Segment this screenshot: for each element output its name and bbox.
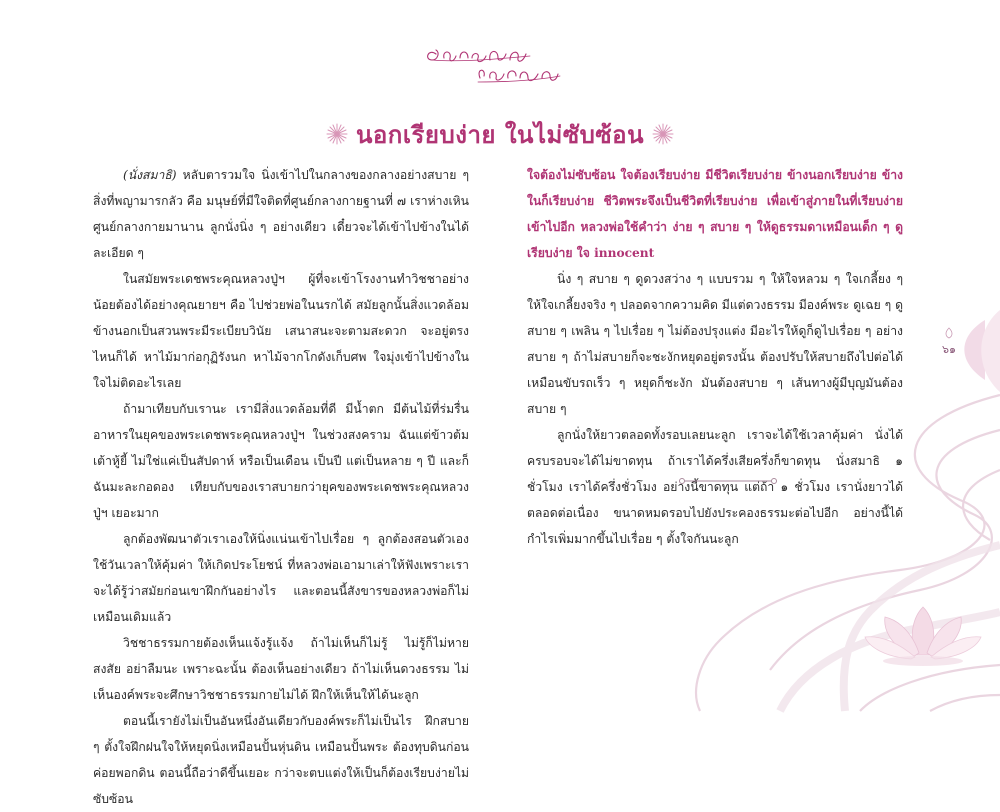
- paragraph: ลูกต้องพัฒนาตัวเราเองให้นิ่งแน่นเข้าไปเรื่อย ๆ ลูกต้องสอนตัวเองใช้วันเวลาให้คุ้มค่า ให้เกิดประโยชน์ ที่หลวงพ่อเอามาเล่าให้ฟังเพราะเราจะได้รู้ว่าสมัยก่อนเขาฝึกกันอย่างไร และตอนนี้สังขารของหลวงพ่อก็ไม่เหมือนเดิมแล้ว: [93, 532, 469, 624]
- page-number-ornament: [939, 327, 959, 339]
- page-number: ๖๑: [942, 343, 956, 356]
- starburst-icon: [326, 123, 348, 145]
- paragraph: [93, 162, 469, 266]
- starburst-icon: [652, 123, 674, 145]
- paragraph: ถ้ามาเทียบกับเรานะ เรามีสิ่งแวดล้อมที่ดี มีน้ำตก มีต้นไม้ที่ร่มรื่น อาหารในยุคของพระเดชพระคุณหลวงปู่ฯ ในช่วงสงคราม ฉันแต่ข้าวต้ม เต้าหู้ยี้ ไม่ใช่แค่เป็นสัปดาห์ หรือเป็นเดือน เป็นปี แต่เป็นหลาย ๆ ปี และก็ฉันมะละกอดอง เทียบกับของเราสบายกว่ายุคของพระเดชพระคุณหลวงปู่ฯ เยอะมาก: [93, 402, 469, 520]
- right-column: [527, 162, 903, 552]
- paragraph: วิชชาธรรมกายต้องเห็นแจ้งรู้แจ้ง ถ้าไม่เห็นก็ไม่รู้ ไม่รู้ก็ไม่หายสงสัย อย่าลืมนะ เพราะฉะนั้น ต้องเห็นอย่างเดียว ถ้าไม่เห็นดวงธรรม ไม่เห็นองค์พระจะศึกษาวิชชาธรรมกายไม่ได้ ฝึกให้เห็นให้ได้นะลูก: [93, 636, 469, 702]
- lotus-petal-icon: [964, 310, 1000, 392]
- paragraph-lead-italic: (นั่งสมาธิ): [123, 168, 177, 182]
- paragraph: ตอนนี้เรายังไม่เป็นอันหนึ่งอันเดียวกับองค์พระก็ไม่เป็นไร ฝึกสบาย ๆ ตั้งใจฝึกฝนใจให้หยุดนิ่งเหมือนปั้นหุ่นดิน เหมือนปั้นพระ ต้องทุบดินก่อนค่อยพอกดิน ตอนนี้ถือว่าดีขึ้นเยอะ กว่าจะตบแต่งให้เป็นก็ต้องเรียบง่ายไม่ซับซ้อน: [93, 714, 469, 806]
- page-title: นอกเรียบง่าย ในไม่ซับซ้อน: [355, 120, 644, 149]
- paragraph-text: หลับตารวมใจ นิ่งเข้าไปในกลางของกลางอย่างสบาย ๆ สิ่งที่พญามารกลัว คือ มนุษย์ที่มีใจติดที่ศูนย์กลางกายฐานที่ ๗ เราห่างเหินศูนย์กลางกายมานาน ลูกนั่งนิ่ง ๆ อย่างเดียว เดี๋ยวจะได้เข้าไปข้างในได้ละเอียด ๆ: [93, 168, 469, 260]
- title-bar: [0, 112, 1000, 156]
- divider-ornament: [678, 476, 778, 486]
- highlighted-paragraph: ใจต้องไม่ซับซ้อน ใจต้องเรียบง่าย มีชีวิตเรียบง่าย ข้างนอกเรียบง่าย ข้างในก็เรียบง่าย ชีวิตพระจึงเป็นชีวิตที่เรียบง่าย เพื่อเข้าสู่ภายในที่เรียบง่ายเข้าไปอีก หลวงพ่อใช้คำว่า ง่าย ๆ สบาย ๆ ให้ดูธรรมดาเหมือนเด็ก ๆ ดูเรียบง่าย ใจ innocent: [527, 168, 903, 260]
- paragraph: ในสมัยพระเดชพระคุณหลวงปู่ฯ ผู้ที่จะเข้าโรงงานทำวิชชาอย่างน้อยต้องได้อย่างคุณยายฯ คือ ไปช่วยพ่อในนรกได้ สมัยลูกนั้นสิ่งแวดล้อมข้างนอกเป็นสวนพระมีระเบียบวินัย เสนาสนะจะตามสะดวก จะอยู่ตรงไหนก็ได้ หาไม้มาก่อกุฏิรังนก หาไม้จากโกดังเก็บศพ ใจมุ่งเข้าไปข้างใน ใจไม่ติดอะไรเลย: [93, 272, 469, 390]
- left-column: [93, 162, 469, 812]
- paragraph: นิ่ง ๆ สบาย ๆ ดูดวงสว่าง ๆ แบบรวม ๆ ให้ใจหลวม ๆ ใจเกลี้ยง ๆ ให้ใจเกลี้ยงจริง ๆ ปลอดจากความคิด มีแต่ดวงธรรม มีองค์พระ ดูเฉย ๆ ดูสบาย ๆ เพลิน ๆ ไปเรื่อย ๆ ไม่ต้องปรุงแต่ง มีอะไรให้ดูก็ดูไปเรื่อย ๆ อย่างสบาย ๆ ถ้าไม่สบายก็จะชะงักหยุดอยู่ตรงนั้น ต้องปรับให้สบายถึงไปต่อได้ เหมือนขับรถเร็ว ๆ หยุดก็ชะงัก มันต้องสบาย ๆ เส้นทางผู้มีบุญมันต้องสบาย ๆ: [527, 272, 903, 416]
- paragraph: ลูกนั่งให้ยาวตลอดทั้งรอบเลยนะลูก เราจะได้ใช้เวลาคุ้มค่า นั่งได้ครบรอบจะได้ไม่ขาดทุน ถ้าเราได้ครึ่งเสียครึ่งก็ขาดทุน นั่งสมาธิ ๑ ชั่วโมง เราได้ครึ่งชั่วโมง อย่างนี้ขาดทุน แต่ถ้า ๑ ชั่วโมง เรานั่งยาวได้ตลอดต่อเนื่อง ขนาดหมดรอบไปยังประคองธรรมะต่อไปอีก อย่างนี้ได้กำไรเพิ่มมากขึ้นไปเรื่อย ๆ ตั้งใจกันนะลูก: [527, 428, 903, 546]
- signature-image: [418, 38, 568, 88]
- lotus-flower-icon: [865, 607, 981, 666]
